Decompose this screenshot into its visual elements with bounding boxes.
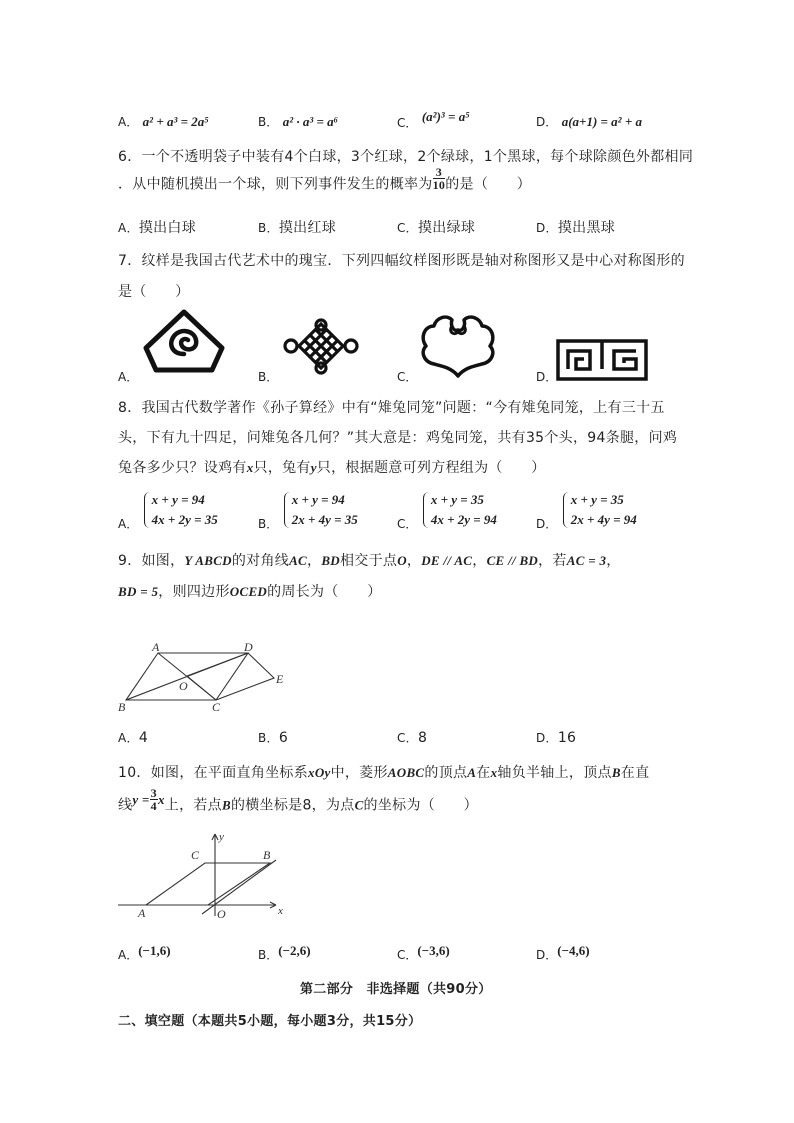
q7-stem-line1: 7．纹样是我国古代艺术中的瑰宝．下列四幅纹样图形既是轴对称图形又是中心对称图形的 — [118, 253, 685, 269]
cloud-spiral-pattern-image[interactable] — [140, 308, 228, 378]
part2-title: 第二部分 非选择题（共90分） — [300, 982, 492, 997]
quadrilateral-oced — [187, 653, 274, 700]
option-label: D． — [536, 517, 558, 531]
q9-text: ， — [606, 553, 621, 569]
option-label: C． — [397, 731, 418, 745]
label-x: x — [278, 905, 283, 917]
option-text: 摸出红球 — [278, 220, 337, 236]
fraction-numerator: 3 — [150, 786, 157, 800]
q7-option-b-label[interactable]: B． — [258, 370, 279, 384]
equation-2: 4x + 2y = 35 — [151, 512, 218, 527]
option-label: D． — [536, 948, 558, 962]
q9-option-b[interactable] — [258, 729, 288, 746]
equation-2: 4x + 2y = 94 — [430, 512, 497, 527]
equation-1: x + y = 35 — [570, 492, 624, 507]
math-ce-parallel-bd: CE // BD — [486, 553, 539, 568]
math-x: x — [157, 791, 165, 807]
math-aobc: AOBC — [387, 765, 425, 780]
option-text: (−4,6) — [557, 943, 590, 958]
q10-option-d[interactable] — [536, 942, 590, 962]
equation-system — [562, 490, 637, 530]
q10-stem-line1 — [118, 762, 649, 782]
q9-option-c[interactable] — [397, 729, 427, 746]
option-label: B． — [258, 948, 279, 962]
fraction-denominator: 10 — [432, 178, 446, 192]
q9-text: ， — [406, 553, 422, 569]
q8-stem-line1: 8．我国古代数学著作《孙子算经》中有“雉兔同笼”问题：“今有雉兔同笼，上有三十五 — [118, 400, 665, 416]
var-x: x — [246, 460, 254, 475]
q10-text: 10．如图，在平面直角坐标系 — [118, 765, 309, 781]
option-label: A． — [118, 948, 139, 962]
label-d: D — [244, 640, 253, 654]
q10-text: 在直 — [620, 765, 650, 781]
q10-text: 中，菱形 — [330, 765, 388, 781]
parallelogram-symbol: Y ABCD — [184, 553, 232, 568]
label-c: C — [191, 848, 200, 862]
q8-text: 兔各多少只？设鸡有 — [118, 460, 247, 476]
q8-option-d[interactable] — [536, 490, 637, 530]
label-a: A — [152, 640, 160, 654]
option-text: 摸出黑球 — [557, 220, 616, 236]
equation-system — [143, 490, 218, 530]
var-y: y — [310, 460, 317, 475]
math-o: O — [397, 553, 407, 568]
math-oced: OCED — [229, 584, 268, 599]
q9-option-a[interactable] — [118, 729, 148, 746]
label-e: E — [276, 672, 284, 686]
option-text: (−2,6) — [278, 943, 311, 958]
option-expression: (a²)³ = a⁵ — [421, 109, 470, 124]
section2-title: 二、填空题（本题共5小题，每小题3分，共15分） — [118, 1014, 422, 1029]
math-y-equals: y = — [132, 791, 150, 807]
math-ac: AC — [289, 553, 308, 568]
q6-fraction — [433, 166, 446, 191]
option-label: B． — [258, 115, 279, 129]
option-expression: a² + a³ = 2a⁵ — [142, 114, 209, 129]
q8-option-b[interactable] — [258, 490, 358, 530]
q6-option-a[interactable] — [118, 217, 196, 237]
option-label: A． — [118, 517, 139, 531]
q6-stem-line2 — [118, 165, 532, 197]
option-label: C． — [397, 221, 418, 235]
option-label: A． — [118, 221, 139, 235]
option-text: 16 — [557, 730, 577, 746]
option-label: B． — [258, 221, 279, 235]
q6-stem-text-end: 的是（ ） — [445, 176, 532, 193]
math-ac-equals-3: AC = 3 — [566, 553, 607, 568]
rhombus-coordinate-figure — [116, 828, 292, 920]
option-text: 摸出白球 — [138, 220, 197, 236]
q7-stem-line2: 是（ ） — [118, 284, 190, 300]
meander-pattern-image[interactable] — [556, 339, 648, 381]
q9-text: ，则四边形 — [158, 584, 230, 600]
q10-fraction — [150, 787, 158, 812]
option-label: C． — [397, 116, 418, 130]
option-text: 6 — [278, 730, 289, 746]
label-a: A — [138, 906, 146, 920]
q5-option-b[interactable] — [258, 113, 338, 130]
q9-option-d[interactable] — [536, 729, 576, 746]
rhombus-aobc — [146, 863, 270, 905]
q6-stem-line1: 6．一个不透明袋子中装有4个白球，3个红球，2个绿球，1个黑球，每个球除颜色外都相同 — [118, 149, 694, 165]
option-label: D． — [536, 731, 558, 745]
option-text: 8 — [417, 730, 428, 746]
equation-1: x + y = 35 — [430, 492, 484, 507]
label-o: O — [217, 907, 226, 920]
q10-text: 的横坐标是8，为点 — [230, 797, 355, 814]
option-label: B． — [258, 731, 279, 745]
equation-1: x + y = 94 — [151, 492, 205, 507]
q8-stem-line3 — [118, 457, 546, 477]
math-xoy: xOy — [308, 765, 331, 780]
math-b: B — [221, 797, 231, 813]
q7-option-d-label[interactable]: D． — [536, 370, 558, 384]
math-x: x — [490, 765, 498, 780]
option-text: 4 — [138, 730, 149, 746]
q10-text: 线 — [118, 797, 133, 814]
q10-text: 上，若点 — [164, 797, 222, 814]
q8-text: 只，根据题意可列方程组为（ ） — [316, 460, 546, 476]
label-o: O — [179, 679, 188, 693]
fraction-denominator: 4 — [150, 799, 157, 813]
q10-option-a[interactable] — [118, 942, 171, 962]
q8-option-c[interactable] — [397, 490, 497, 530]
option-expression: a² · a³ = a⁶ — [282, 114, 339, 129]
q10-text: 的顶点 — [424, 765, 468, 781]
q6-option-b[interactable] — [258, 217, 336, 237]
option-label: B． — [258, 517, 279, 531]
label-b: B — [118, 700, 126, 714]
q10-text: 在 — [476, 765, 491, 781]
equation-1: x + y = 94 — [291, 492, 345, 507]
option-text: 摸出绿球 — [417, 220, 476, 236]
q7-option-c-label[interactable]: C． — [397, 370, 418, 384]
q5-option-c[interactable] — [397, 108, 470, 130]
math-de-parallel-ac: DE // AC — [421, 553, 473, 568]
math-bd-equals-5: BD = 5 — [118, 584, 159, 599]
q9-text: 的周长为（ ） — [267, 584, 382, 600]
q9-text: ，若 — [538, 553, 567, 569]
equation-system — [422, 490, 497, 530]
q9-text: 相交于点 — [340, 553, 398, 569]
q5-option-d[interactable] — [536, 113, 642, 130]
math-bd: BD — [321, 553, 340, 568]
option-label: A． — [118, 115, 139, 129]
endless-knot-pattern-image[interactable] — [282, 318, 360, 376]
fraction-numerator: 3 — [433, 166, 446, 179]
q8-stem-line2: 头，下有九十四足，问雉兔各几何？”其大意是：鸡兔同笼，共有35个头，94条腿，问鸡 — [118, 430, 678, 446]
option-text: (−1,6) — [138, 943, 171, 958]
q9-text: 的对角线 — [231, 553, 290, 569]
option-label: D． — [536, 221, 558, 235]
math-a: A — [467, 765, 477, 780]
q10-option-b[interactable] — [258, 942, 311, 962]
q5-option-a[interactable] — [118, 113, 209, 130]
q9-stem-line2 — [118, 581, 382, 601]
option-label: D． — [536, 115, 558, 129]
option-label: C． — [397, 948, 418, 962]
q9-text: ， — [472, 553, 487, 569]
equation-2: 2x + 4y = 35 — [291, 512, 358, 527]
label-c: C — [212, 700, 221, 714]
q6-option-d[interactable] — [536, 217, 615, 237]
q6-stem-text: ．从中随机摸出一个球，则下列事件发生的概率为 — [118, 176, 433, 193]
ruyi-cloud-pattern-image[interactable] — [416, 312, 500, 382]
line-y-3-4x — [202, 860, 276, 914]
parallelogram-figure — [116, 638, 296, 718]
option-expression: a(a+1) = a² + a — [561, 114, 642, 129]
math-c: C — [354, 797, 364, 813]
option-text: (−3,6) — [417, 943, 450, 958]
q9-stem-line1 — [118, 550, 621, 570]
option-label: A． — [118, 731, 139, 745]
q10-text: 的坐标为（ ） — [363, 797, 478, 814]
q10-option-c[interactable] — [397, 942, 450, 962]
q8-option-a[interactable] — [118, 490, 218, 530]
q7-option-a-label[interactable]: A． — [118, 370, 139, 384]
q9-text: ， — [307, 553, 322, 569]
q10-stem-line2 — [118, 786, 478, 818]
equation-2: 2x + 4y = 94 — [570, 512, 637, 527]
option-label: C． — [397, 517, 418, 531]
equation-system — [283, 490, 358, 530]
q9-text: 9．如图， — [118, 553, 185, 569]
q8-text: 只，兔有 — [253, 460, 311, 476]
label-y: y — [219, 831, 224, 843]
q10-text: 轴负半轴上，顶点 — [497, 765, 612, 781]
math-b: B — [611, 765, 621, 780]
label-b: B — [263, 848, 271, 862]
q6-option-c[interactable] — [397, 217, 475, 237]
